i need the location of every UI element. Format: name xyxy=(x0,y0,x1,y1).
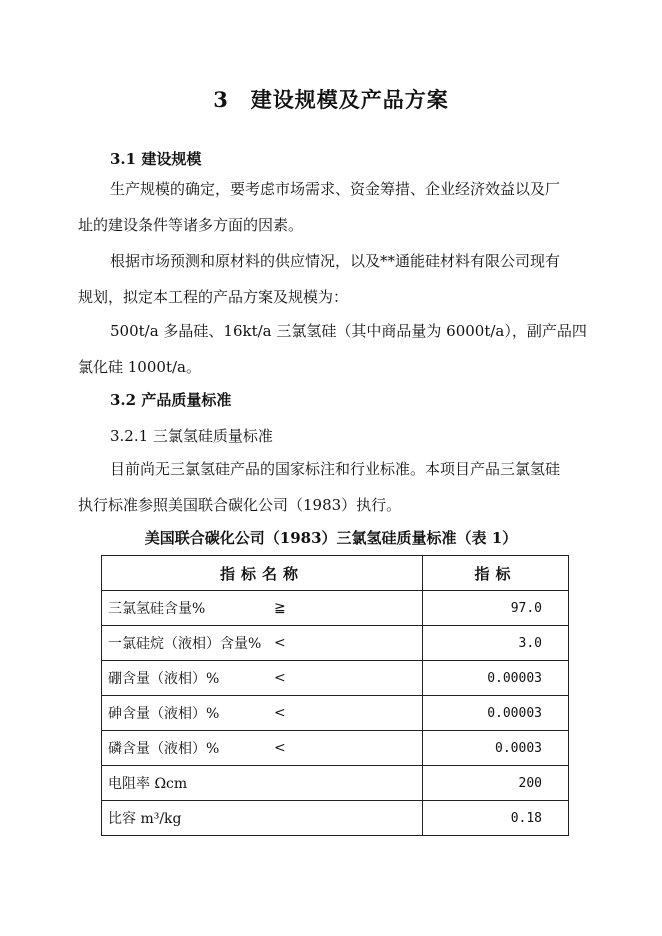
table-row xyxy=(102,766,569,801)
indicator-value: 0.0003 xyxy=(423,731,569,766)
header-indicator-value: 指标 xyxy=(423,556,569,591)
chapter-title: 3 建设规模及产品方案 xyxy=(213,87,449,112)
indicator-value: 3.0 xyxy=(423,626,569,661)
indicator-name: 三氯氢硅含量% xyxy=(108,601,206,617)
table-caption: 美国联合碳化公司（1983）三氯氢硅质量标准（表 1） xyxy=(144,529,518,547)
paragraph-line: 址的建设条件等诸多方面的因素。 xyxy=(78,216,304,234)
table-row xyxy=(102,626,569,661)
table-header-row xyxy=(102,556,569,591)
indicator-name: 磷含量（液相）% xyxy=(108,741,220,757)
table-row xyxy=(102,591,569,626)
paragraph-line: 执行标准参照美国联合碳化公司（1983）执行。 xyxy=(78,496,402,514)
paragraph-line: 根据市场预测和原材料的供应情况，以及**通能硅材料有限公司现有 xyxy=(110,252,561,270)
indicator-name: 比容 m³/kg xyxy=(108,811,182,827)
table-row xyxy=(102,731,569,766)
paragraph-line: 500t/a 多晶硅、16kt/a 三氯氢硅（其中商品量为 6000t/a），副产品四 xyxy=(110,322,587,340)
paragraph-scale-basis xyxy=(78,171,590,243)
paragraph-product-plan xyxy=(78,313,590,385)
indicator-cell xyxy=(102,626,423,661)
comparison-operator: < xyxy=(274,670,286,686)
subsection-heading-3-2-1: 3.2.1 三氯氢硅质量标准 xyxy=(110,427,273,445)
indicator-value: 0.00003 xyxy=(423,696,569,731)
indicator-value: 200 xyxy=(423,766,569,801)
indicator-cell xyxy=(102,591,423,626)
section-heading-3-2: 3.2 产品质量标准 xyxy=(110,391,232,409)
indicator-name: 硼含量（液相）% xyxy=(108,671,220,687)
paragraph-market-forecast xyxy=(78,243,590,315)
indicator-cell xyxy=(102,801,423,836)
paragraph-line: 规划，拟定本工程的产品方案及规模为： xyxy=(78,288,349,306)
indicator-value: 97.0 xyxy=(423,591,569,626)
section-heading-3-1: 3.1 建设规模 xyxy=(110,150,202,168)
indicator-name: 砷含量（液相）% xyxy=(108,706,220,722)
indicator-cell xyxy=(102,731,423,766)
indicator-name: 一氯硅烷（液相）含量% xyxy=(108,636,262,652)
indicator-value: 0.00003 xyxy=(423,661,569,696)
quality-standard-table xyxy=(101,555,569,836)
indicator-value: 0.18 xyxy=(423,801,569,836)
comparison-operator: < xyxy=(274,635,286,651)
comparison-operator: < xyxy=(274,740,286,756)
paragraph-standard-reference xyxy=(78,451,590,523)
paragraph-line: 目前尚无三氯氢硅产品的国家标注和行业标准。本项目产品三氯氢硅 xyxy=(110,460,561,478)
indicator-name: 电阻率 Ωcm xyxy=(108,776,188,792)
table-row xyxy=(102,661,569,696)
indicator-cell xyxy=(102,661,423,696)
table-body xyxy=(102,591,569,836)
table-row xyxy=(102,696,569,731)
paragraph-line: 氯化硅 1000t/a。 xyxy=(78,358,201,376)
table-row xyxy=(102,801,569,836)
header-indicator-name: 指标名称 xyxy=(102,556,423,591)
comparison-operator: ≧ xyxy=(274,600,286,616)
indicator-cell xyxy=(102,696,423,731)
paragraph-line: 生产规模的确定，要考虑市场需求、资金筹措、企业经济效益以及厂 xyxy=(110,180,561,198)
comparison-operator: < xyxy=(274,705,286,721)
indicator-cell xyxy=(102,766,423,801)
